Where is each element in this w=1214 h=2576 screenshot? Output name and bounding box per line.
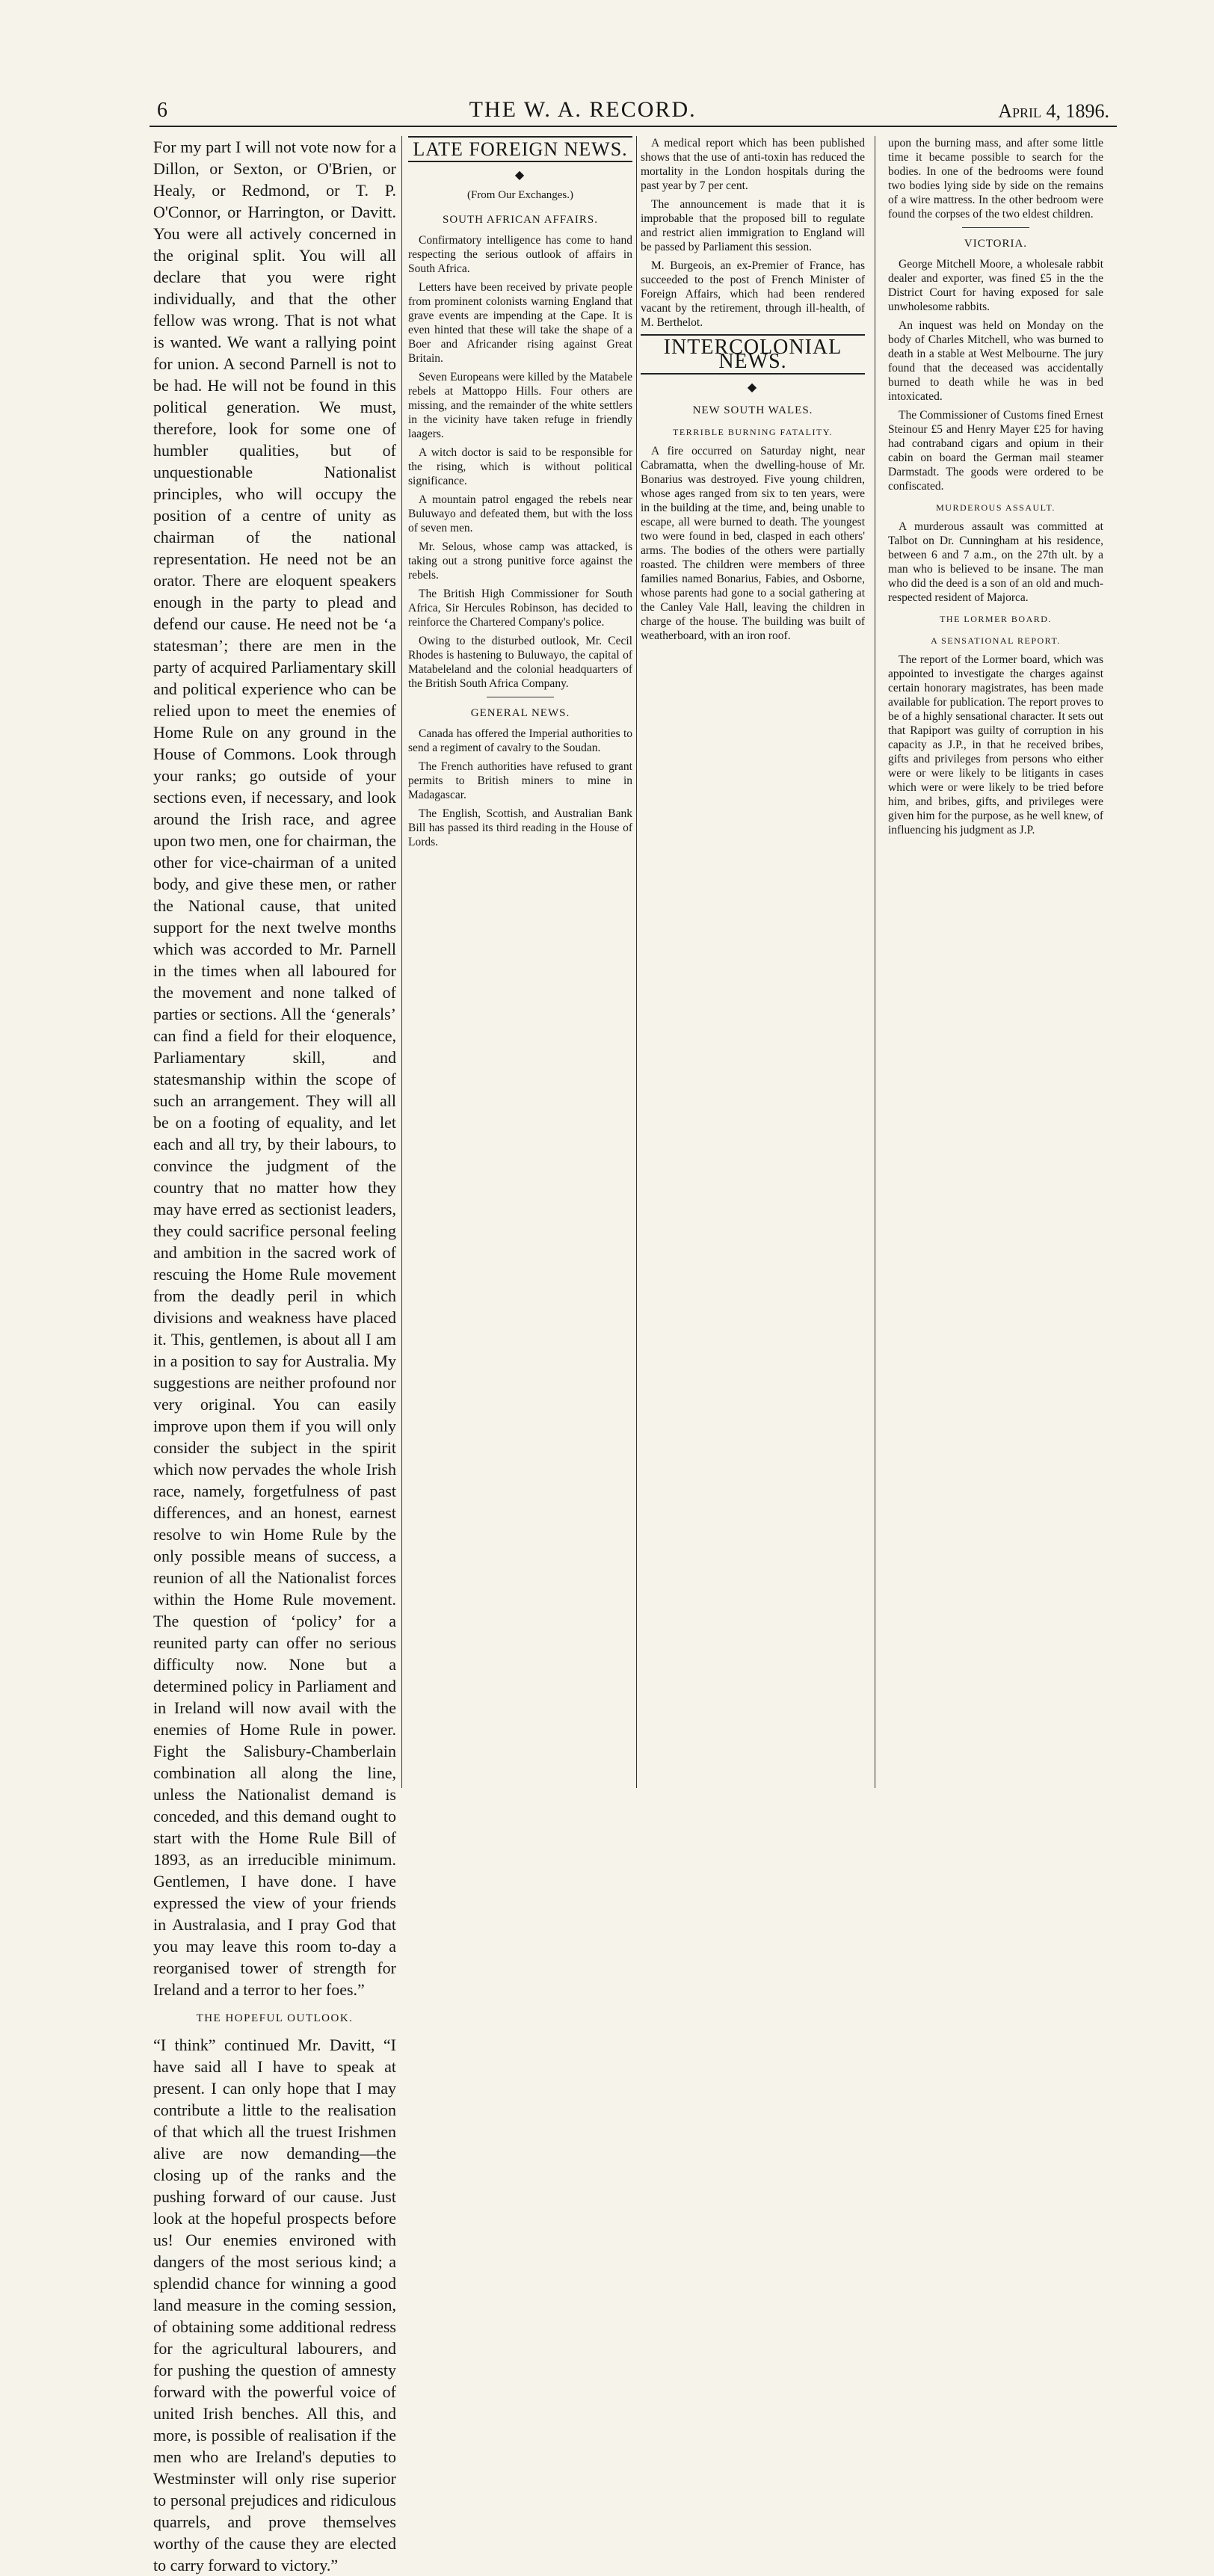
news-paragraph: Mr. Selous, whose camp was attacked, is taking out a strong punitive force against the rebels. (408, 540, 632, 582)
column-davitt-speech (153, 136, 397, 2575)
news-paragraph: An inquest was held on Monday on the body of Charles Mitchell, who was burned to death in a stable at West Melbourne. The jury found that the deceased was accidentally burned to death while he was in bed intoxicated. (888, 319, 1103, 403)
column-foreign-news-continued (641, 136, 865, 1803)
subheading-south-african-affairs: SOUTH AFRICAN AFFAIRS. (442, 214, 599, 226)
subheading-victoria: VICTORIA. (964, 238, 1028, 250)
page-header (157, 90, 1109, 123)
column-divider (636, 136, 637, 1788)
news-paragraph: A medical report which has been published shows that the use of anti-toxin has reduced the mortality in the London hospitals during the past year by 7 per cent. (641, 137, 865, 192)
subheading-sensational-report: A SENSATIONAL REPORT. (931, 635, 1061, 646)
column-late-foreign-news (408, 136, 632, 1803)
news-paragraph: The English, Scottish, and Australian Bank Bill has passed its third reading in the House of Lords. (408, 807, 632, 848)
news-paragraph: The report of the Lormer board, which was appointed to investigate the charges against certain honorary magistrates, has been made available for publication. The report proves to be of a highly sensational character. It sets out that Rapiport was guilty of corruption in his capacity as J.P., in that he received bribes, gifts and privileges from persons who either were or were likely to be litigants in cases which were or were likely to be tried before him, and bribes, gifts, and privileges were given him for the purpose, as he well knew, of influencing his judgment as J.P. (888, 653, 1103, 836)
news-paragraph: A murderous assault was committed at Talbot on Dr. Cunningham at his residence, between 6 and 7 a.m., on the 27th ult. by a man who is believed to be insane. The man who did the deed is a son of an old and much-respected resident of Majorca. (888, 520, 1103, 604)
news-paragraph: Letters have been received by private people from prominent colonists warning England that grave events are impending at the Cape. It is even hinted that these will take the shape of a Boer and Africander rising against Great Britain. (408, 281, 632, 365)
ornament-divider: ◆ (514, 169, 526, 182)
section-rule (962, 227, 1029, 228)
news-paragraph: A mountain patrol engaged the rebels near Buluwayo and defeated them, but with the loss of seven men. (408, 493, 632, 534)
issue-date: April 4, 1896. (998, 100, 1109, 122)
section-title-late-foreign-news: LATE FOREIGN NEWS. (408, 136, 632, 162)
speech-paragraph: “I think” continued Mr. Davitt, “I have said all I have to speak at present. I can only hope that I may contribute a little to the realisation of that which all the truest Irishmen alive are now demanding—the closing up of the ranks and the pushing forward of our cause. Just look at the hopeful prospects before us! Our enemies environed with dangers of the most serious kind; a splendid chance for winning a good land measure in the coming session, of obtaining some additional redress for the agricultural labourers, and for pushing the question of amnesty forward with the powerful voice of united Irish benches. All this, and more, is possible of realisation if the men who are Ireland's deputies to Westminster will only rise superior to personal prejudices and ridiculous quarrels, and prove themselves worthy of the cause they are elected to carry forward to victory.” (153, 2036, 396, 2575)
news-paragraph: The French authorities have refused to grant permits to British miners to mine in Madagascar. (408, 760, 632, 801)
page-number: 6 (157, 99, 167, 122)
speech-paragraph: For my part I will not vote now for a Dillon, or Sexton, or O'Brien, or Healy, or Redmond, or T. P. O'Connor, or Harrington, or Davitt. You were all actively concerned in the original split. You will all declare that you were right individually, and that the other fellow was wrong. That is not what is wanted. We want a rallying point for union. A second Parnell is not to be had. He will not be found in this political generation. We must, therefore, look for some one of humbler qualities, but of unquestionable Nationalist principles, who will occupy the position of a centre of unity as chairman of the national representation. He need not be an orator. There are eloquent speakers enough in the party to plead and defend our cause. He need not be ‘a statesman’; there are men in the party of acquired Parliamentary skill and political experience who can be relied upon to meet the enemies of Home Rule on any ground in the House of Commons. Look through your ranks; go outside of your sections even, if necessary, and look around the Irish race, and agree upon two men, one for chairman, the other for vice-chairman of a united body, and give these men, or rather the National cause, that united support for the next twelve months which was accorded to Mr. Parnell in the times when all laboured for the movement and none talked of parties or sections. All the ‘generals’ can find a field for their eloquence, Parliamentary skill, and statesmanship within the scope of such an arrangement. They will all be on a footing of equality, and let each and all try, by their labours, to convince the judgment of the country that no matter how they may have erred as sectionist leaders, they could sacrifice personal feeling and ambition in the sacred work of rescuing the Home Rule movement from the deadly peril in which divisions and weakness have placed it. This, gentlemen, is about all I am in a position to say for Australia. My suggestions are neither profound nor very original. You can easily improve upon them if you will only consider the subject in the spirit which now pervades the whole Irish race, namely, forgetfulness of past differences, and an honest, earnest resolve to win Home Rule by the only possible means of success, a reunion of all the Nationalist forces within the Home Rule movement. The question of ‘policy’ for a reunited party can offer no serious difficulty now. None but a determined policy in Parliament and in Ireland will now avail with the enemies of Home Rule in power. Fight the Salisbury-Chamberlain combination all along the line, unless the Nationalist demand is conceded, and this demand ought to start with the Home Rule Bill of 1893, as an irreducible minimum. Gentlemen, I have done. I have expressed the view of your friends in Australasia, and I pray God that you may leave this room to-day a reorganised tower of strength for Ireland and a terror to her foes.” (153, 138, 397, 1999)
subheading-new-south-wales: NEW SOUTH WALES. (692, 404, 813, 416)
news-paragraph: A witch doctor is said to be responsible for the rising, which is without political significance. (408, 446, 632, 487)
ornament-divider: ◆ (747, 381, 759, 394)
source-note: (From Our Exchanges.) (466, 189, 574, 201)
subheading-burning-fatality: TERRIBLE BURNING FATALITY. (673, 427, 833, 437)
news-paragraph: Seven Europeans were killed by the Matabele rebels at Mattoppo Hills. Four others are missing, and the remainder of the white settlers in the vicinity have taken refuge in friendly laagers. (408, 371, 632, 440)
column-divider (401, 136, 402, 1788)
news-paragraph: Canada has offered the Imperial authorities to send a regiment of cavalry to the Soudan. (408, 727, 632, 754)
header-rule (150, 126, 1117, 127)
news-paragraph: The British High Commissioner for South Africa, Sir Hercules Robinson, has decided to reinforce the Chartered Company's police. (408, 588, 632, 629)
section-heading-hopeful-outlook: THE HOPEFUL OUTLOOK. (196, 2012, 354, 2024)
news-paragraph: upon the burning mass, and after some little time it became possible to search for the bodies. In one of the bedrooms were found two bodies lying side by side on the remains of a wire mattress. In the other bedroom were found the corpses of the two eldest children. (888, 137, 1103, 221)
news-paragraph: Confirmatory intelligence has come to hand respecting the serious outlook of affairs in South Africa. (408, 234, 632, 275)
subheading-general-news: GENERAL NEWS. (470, 707, 570, 719)
news-paragraph: Owing to the disturbed outlook, Mr. Cecil Rhodes is hastening to Buluwayo, the capital of Matabeleland and the colonial headquarters of the British South Africa Company. (408, 635, 632, 690)
column-intercolonial-continued (888, 136, 1103, 1803)
news-paragraph: George Mitchell Moore, a wholesale rabbit dealer and exporter, was fined £5 in the the District Court for having exposed for sale unwholesome rabbits. (888, 258, 1103, 313)
subheading-murderous-assault: MURDEROUS ASSAULT. (936, 502, 1056, 513)
masthead-title: THE W. A. RECORD. (469, 97, 697, 122)
news-paragraph: M. Burgeois, an ex-Premier of France, has succeeded to the post of French Minister of Foreign Affairs, which had been rendered vacant by the retirement, through ill-health, of M. Berthelot. (641, 259, 865, 329)
subheading-lormer-board: THE LORMER BOARD. (940, 614, 1052, 624)
section-title-intercolonial-news: INTERCOLONIAL NEWS. (641, 334, 865, 375)
news-paragraph: The announcement is made that it is improbable that the proposed bill to regulate and restrict alien immigration to England will be passed by Parliament this session. (641, 198, 865, 253)
news-paragraph: The Commissioner of Customs fined Ernest Steinour £5 and Henry Mayer £25 for having had contraband cigars and opium in their cabin on board the German mail steamer Darmstadt. The goods were ordered to be confiscated. (888, 409, 1103, 493)
news-paragraph: A fire occurred on Saturday night, near Cabramatta, when the dwelling-house of Mr. Bonarius was destroyed. Five young children, whose ages ranged from six to ten years, were in the building at the time, and, being unable to escape, all were burned to death. The youngest two were found in bed, clasped in each others' arms. The bodies of the others were partially roasted. The children were members of three families named Bonarius, Fabies, and Osborne, whose parents had gone to a social gathering at the Canley Vale Hall, leaving the children in charge of the house. The building was built of weatherboard, with an iron roof. (641, 445, 865, 642)
